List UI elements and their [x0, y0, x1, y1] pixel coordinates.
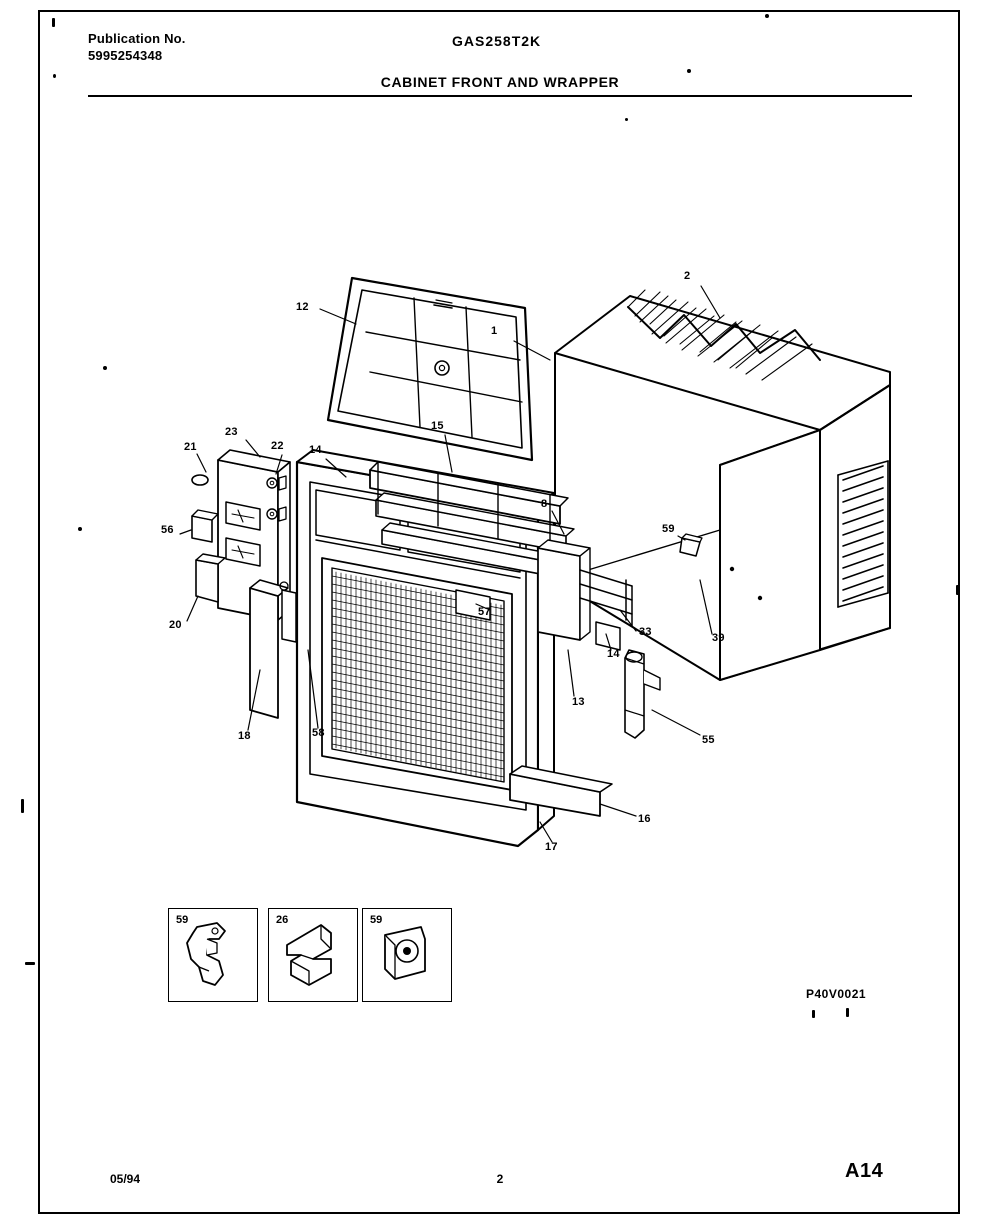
callout-17: 17 [545, 841, 558, 853]
detail-inset-1-label: 59 [176, 914, 189, 926]
callout-39: 39 [712, 632, 725, 644]
section-title: CABINET FRONT AND WRAPPER [380, 74, 620, 90]
title-divider [88, 95, 912, 97]
callout-57: 57 [478, 606, 491, 618]
callout-59: 59 [662, 523, 675, 535]
detail-inset-2-label: 26 [276, 914, 289, 926]
scan-speck [25, 962, 35, 965]
scan-speck [765, 14, 769, 18]
footer-page-code: A14 [845, 1160, 884, 1182]
callout-58: 58 [312, 727, 325, 739]
callout-15: 15 [431, 420, 444, 432]
footer-date: 05/94 [110, 1172, 141, 1186]
scan-speck [687, 69, 691, 73]
callout-2: 2 [684, 270, 691, 282]
callout-14-upper: 14 [309, 444, 322, 456]
callout-22: 22 [271, 440, 284, 452]
scan-speck [21, 799, 24, 813]
footer-page-number: 2 [496, 1172, 504, 1186]
callout-16: 16 [638, 813, 651, 825]
publication-label: Publication No. [88, 31, 186, 46]
callout-23: 23 [225, 426, 238, 438]
scan-speck [52, 18, 55, 27]
callout-12: 12 [296, 301, 309, 313]
callout-14-lower: 14 [607, 648, 620, 660]
callout-20: 20 [169, 619, 182, 631]
callout-13: 13 [572, 696, 585, 708]
callout-18: 18 [238, 730, 251, 742]
drawing-code: P40V0021 [806, 987, 867, 1001]
callout-33: 33 [639, 626, 652, 638]
detail-inset-3-label: 59 [370, 914, 383, 926]
callout-56: 56 [161, 524, 174, 536]
callout-55: 55 [702, 734, 715, 746]
scan-speck [956, 585, 960, 595]
scan-speck [846, 1008, 849, 1017]
callout-1: 1 [491, 325, 498, 337]
model-number: GAS258T2K [452, 33, 542, 49]
callout-8: 8 [541, 498, 548, 510]
publication-number: 5995254348 [88, 48, 163, 63]
callout-21: 21 [184, 441, 197, 453]
scan-speck [812, 1010, 815, 1018]
scan-speck [53, 74, 56, 78]
